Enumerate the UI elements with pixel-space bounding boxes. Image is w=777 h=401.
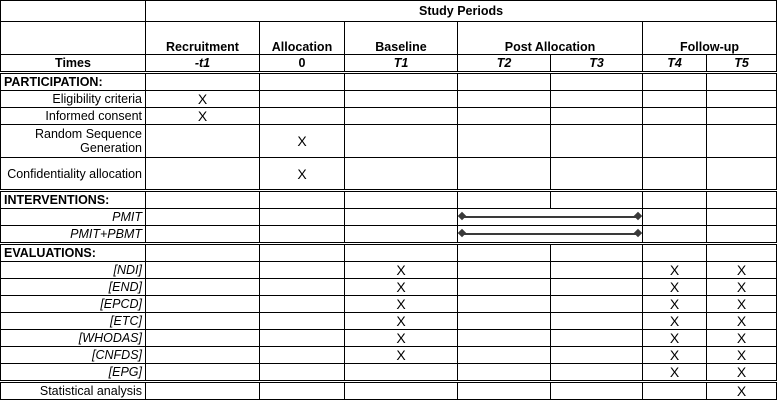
timepoint-minus-t1: -t1 [146,55,260,73]
timepoint-t3: T3 [551,55,643,73]
mark-x: X [146,91,260,108]
mark-x: X [643,313,707,330]
pmit-pbmt-duration-arrow [458,226,643,244]
row-confidentiality-allocation: Confidentiality allocation [1,158,146,191]
mark-x: X [707,262,777,279]
row-whodas: [WHODAS] [1,330,146,347]
mark-x: X [707,279,777,296]
timepoint-t2: T2 [458,55,551,73]
mark-x: X [146,108,260,125]
mark-x: X [345,279,458,296]
phase-allocation: Allocation [260,22,345,55]
row-statistical-analysis: Statistical analysis [1,382,146,400]
row-etc: [ETC] [1,313,146,330]
mark-x: X [707,364,777,382]
corner-cell-2 [1,22,146,55]
mark-x: X [345,347,458,364]
section-interventions: INTERVENTIONS: [1,191,146,209]
row-end: [END] [1,279,146,296]
mark-x: X [643,296,707,313]
row-epg: [EPG] [1,364,146,382]
mark-x: X [707,330,777,347]
mark-x: X [707,313,777,330]
row-informed-consent: Informed consent [1,108,146,125]
mark-x: X [643,347,707,364]
phase-post-allocation: Post Allocation [458,22,643,55]
row-random-sequence-generation: Random Sequence Generation [1,125,146,158]
corner-cell [1,1,146,22]
row-ndi: [NDI] [1,262,146,279]
pmit-duration-arrow [458,209,643,226]
mark-x: X [643,330,707,347]
mark-x: X [345,296,458,313]
row-cnfds: [CNFDS] [1,347,146,364]
timepoint-0: 0 [260,55,345,73]
section-participation: PARTICIPATION: [1,73,146,91]
row-epcd: [EPCD] [1,296,146,313]
phase-recruitment: Recruitment [146,22,260,55]
mark-x: X [707,382,777,400]
mark-x: X [707,296,777,313]
phase-follow-up: Follow-up [643,22,777,55]
mark-x: X [643,262,707,279]
timepoint-t4: T4 [643,55,707,73]
mark-x: X [345,313,458,330]
mark-x: X [707,347,777,364]
row-pmit-pbmt: PMIT+PBMT [1,226,146,244]
mark-x: X [345,330,458,347]
section-evaluations: EVALUATIONS: [1,244,146,262]
mark-x: X [260,125,345,158]
timepoint-t1: T1 [345,55,458,73]
phase-baseline: Baseline [345,22,458,55]
mark-x: X [260,158,345,191]
times-label: Times [1,55,146,73]
timepoint-t5: T5 [707,55,777,73]
mark-x: X [345,262,458,279]
mark-x: X [643,364,707,382]
study-periods-header: Study Periods [146,1,777,22]
row-eligibility-criteria: Eligibility criteria [1,91,146,108]
row-pmit: PMIT [1,209,146,226]
mark-x: X [643,279,707,296]
